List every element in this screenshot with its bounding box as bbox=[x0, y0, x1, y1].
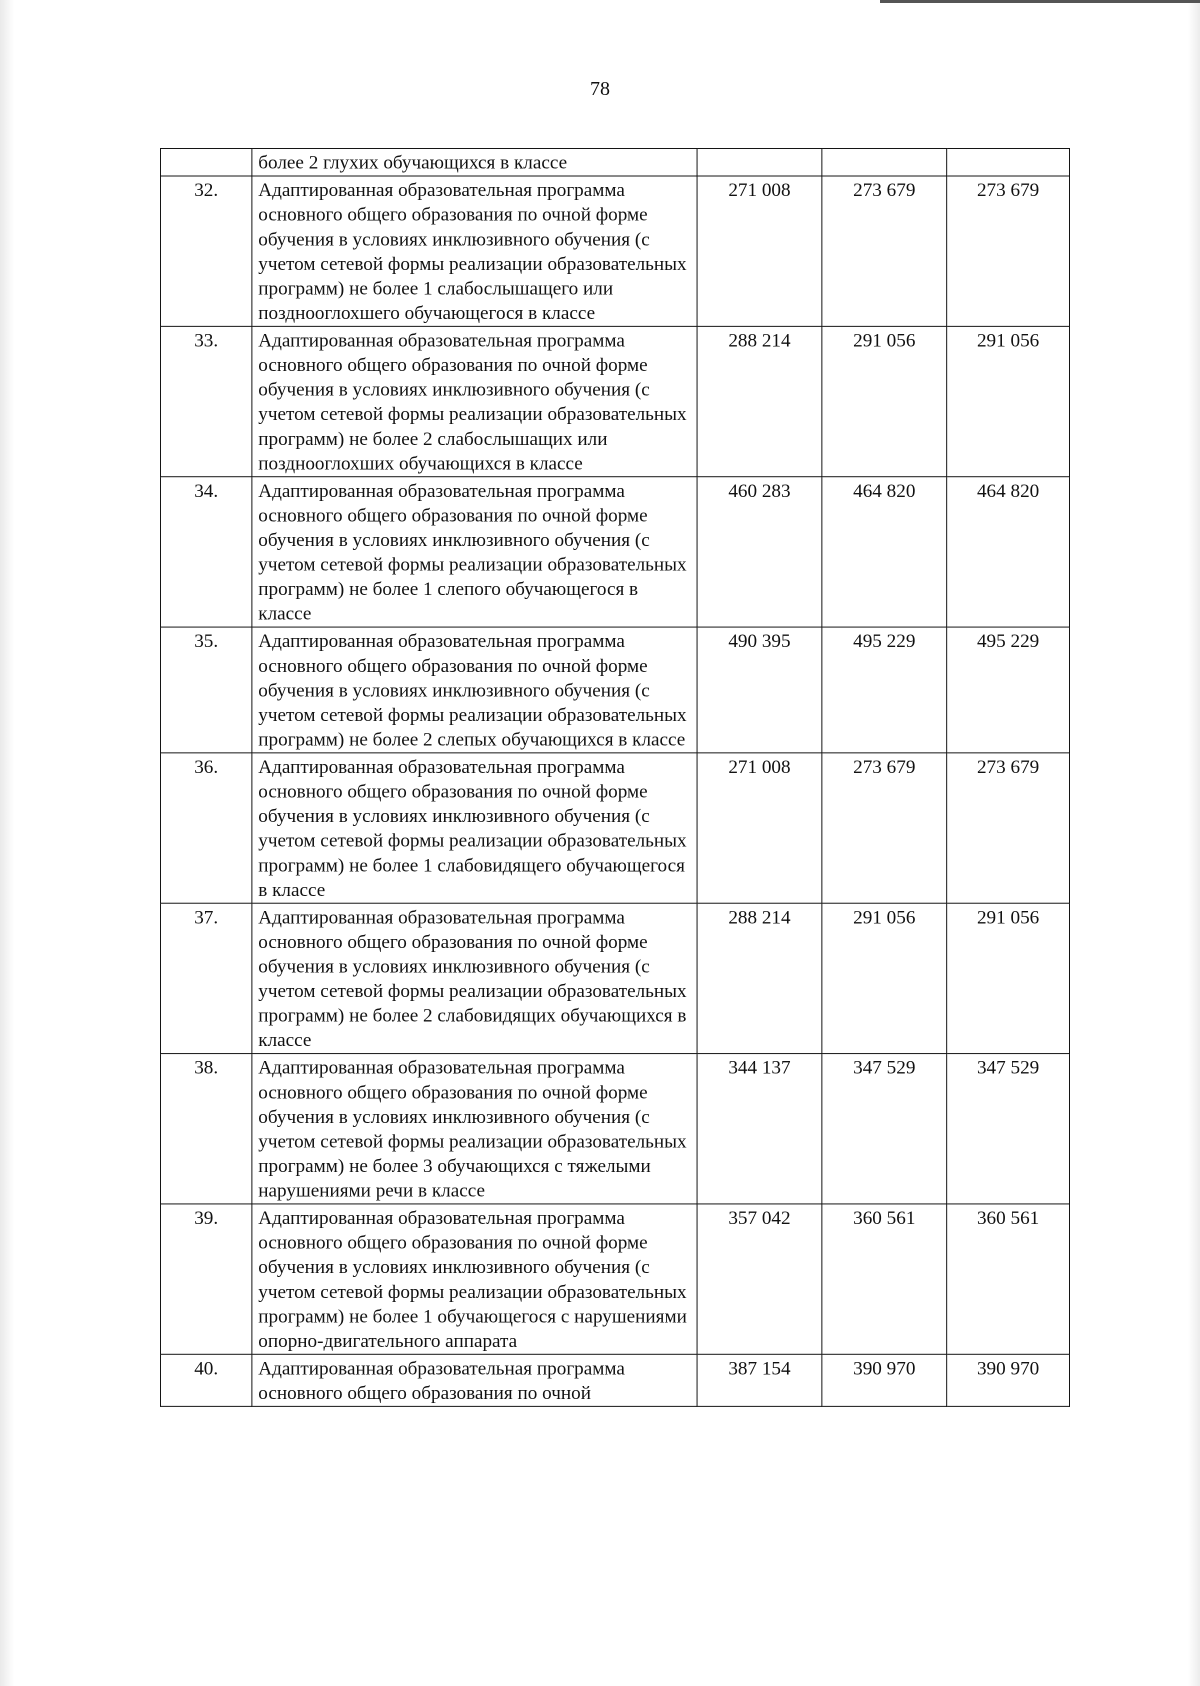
cost-value-3: 390 970 bbox=[947, 1354, 1070, 1406]
table-row bbox=[160, 148, 1069, 176]
cost-table bbox=[160, 148, 1070, 1407]
cost-value-1: 288 214 bbox=[697, 903, 822, 1053]
table-row bbox=[160, 753, 1069, 903]
cost-value-3: 291 056 bbox=[947, 903, 1070, 1053]
scan-edge-right bbox=[1188, 0, 1200, 1686]
row-number: 36. bbox=[160, 753, 251, 903]
cost-value-1: 490 395 bbox=[697, 627, 822, 753]
cost-value-2: 464 820 bbox=[822, 477, 947, 627]
cost-table-body bbox=[160, 148, 1069, 1406]
cost-value-2: 347 529 bbox=[822, 1054, 947, 1204]
cost-value-2: 291 056 bbox=[822, 326, 947, 476]
table-row bbox=[160, 1354, 1069, 1406]
program-description: более 2 глухих обучающихся в классе bbox=[252, 148, 697, 176]
row-number: 33. bbox=[160, 326, 251, 476]
row-number: 38. bbox=[160, 1054, 251, 1204]
cost-value-1: 357 042 bbox=[697, 1204, 822, 1354]
cost-value-3: 291 056 bbox=[947, 326, 1070, 476]
row-number: 32. bbox=[160, 176, 251, 326]
program-description: Адаптированная образовательная программа основного общего образования по очной форме обучения в условиях инклюзивного обучения (с учетом сетевой формы реализации образовательных программ) не более 2 слабовидящих обучающихся в классе bbox=[252, 903, 697, 1053]
row-number: 35. bbox=[160, 627, 251, 753]
row-number: 37. bbox=[160, 903, 251, 1053]
cost-value-2: 360 561 bbox=[822, 1204, 947, 1354]
cost-value-3: 360 561 bbox=[947, 1204, 1070, 1354]
program-description: Адаптированная образовательная программа основного общего образования по очной форме обучения в условиях инклюзивного обучения (с учетом сетевой формы реализации образовательных программ) не более 1 слабослышащего или позднооглохшего обучающегося в классе bbox=[252, 176, 697, 326]
cost-value-1: 271 008 bbox=[697, 176, 822, 326]
table-row bbox=[160, 903, 1069, 1053]
table-row bbox=[160, 1204, 1069, 1354]
table-row bbox=[160, 326, 1069, 476]
cost-value-3: 495 229 bbox=[947, 627, 1070, 753]
program-description: Адаптированная образовательная программа основного общего образования по очной форме обучения в условиях инклюзивного обучения (с учетом сетевой формы реализации образовательных программ) не более 2 слепых обучающихся в классе bbox=[252, 627, 697, 753]
row-number: 34. bbox=[160, 477, 251, 627]
table-row bbox=[160, 176, 1069, 326]
cost-value-2: 495 229 bbox=[822, 627, 947, 753]
cost-value-1: 344 137 bbox=[697, 1054, 822, 1204]
program-description: Адаптированная образовательная программа основного общего образования по очной форме обучения в условиях инклюзивного обучения (с учетом сетевой формы реализации образовательных программ) не более 3 обучающихся с тяжелыми нарушениями речи в классе bbox=[252, 1054, 697, 1204]
cost-value-2: 291 056 bbox=[822, 903, 947, 1053]
cost-value-3: 464 820 bbox=[947, 477, 1070, 627]
cost-value-2: 273 679 bbox=[822, 176, 947, 326]
cost-value-1: 271 008 bbox=[697, 753, 822, 903]
page-number: 78 bbox=[590, 78, 610, 100]
program-description: Адаптированная образовательная программа основного общего образования по очной форме обучения в условиях инклюзивного обучения (с учетом сетевой формы реализации образовательных программ) не более 1 обучающегося с нарушениями опорно-двигательного аппарата bbox=[252, 1204, 697, 1354]
program-description: Адаптированная образовательная программа основного общего образования по очной bbox=[252, 1354, 697, 1406]
row-number: 39. bbox=[160, 1204, 251, 1354]
cost-value-3: 347 529 bbox=[947, 1054, 1070, 1204]
program-description: Адаптированная образовательная программа основного общего образования по очной форме обучения в условиях инклюзивного обучения (с учетом сетевой формы реализации образовательных программ) не более 1 слепого обучающегося в классе bbox=[252, 477, 697, 627]
cost-value-1: 460 283 bbox=[697, 477, 822, 627]
table-row bbox=[160, 477, 1069, 627]
cost-value-3: 273 679 bbox=[947, 753, 1070, 903]
cost-value-1: 387 154 bbox=[697, 1354, 822, 1406]
scan-edge-left bbox=[0, 0, 14, 1686]
program-description: Адаптированная образовательная программа основного общего образования по очной форме обучения в условиях инклюзивного обучения (с учетом сетевой формы реализации образовательных программ) не более 2 слабослышащих или позднооглохших обучающихся в классе bbox=[252, 326, 697, 476]
program-description: Адаптированная образовательная программа основного общего образования по очной форме обучения в условиях инклюзивного обучения (с учетом сетевой формы реализации образовательных программ) не более 1 слабовидящего обучающегося в классе bbox=[252, 753, 697, 903]
row-number: 40. bbox=[160, 1354, 251, 1406]
cost-value-3: 273 679 bbox=[947, 176, 1070, 326]
cost-value-2: 273 679 bbox=[822, 753, 947, 903]
cost-value-2: 390 970 bbox=[822, 1354, 947, 1406]
row-number bbox=[160, 148, 251, 176]
table-row bbox=[160, 1054, 1069, 1204]
scan-top-rule bbox=[880, 0, 1200, 3]
table-row bbox=[160, 627, 1069, 753]
cost-value-2 bbox=[822, 148, 947, 176]
cost-value-1 bbox=[697, 148, 822, 176]
cost-value-1: 288 214 bbox=[697, 326, 822, 476]
cost-value-3 bbox=[947, 148, 1070, 176]
